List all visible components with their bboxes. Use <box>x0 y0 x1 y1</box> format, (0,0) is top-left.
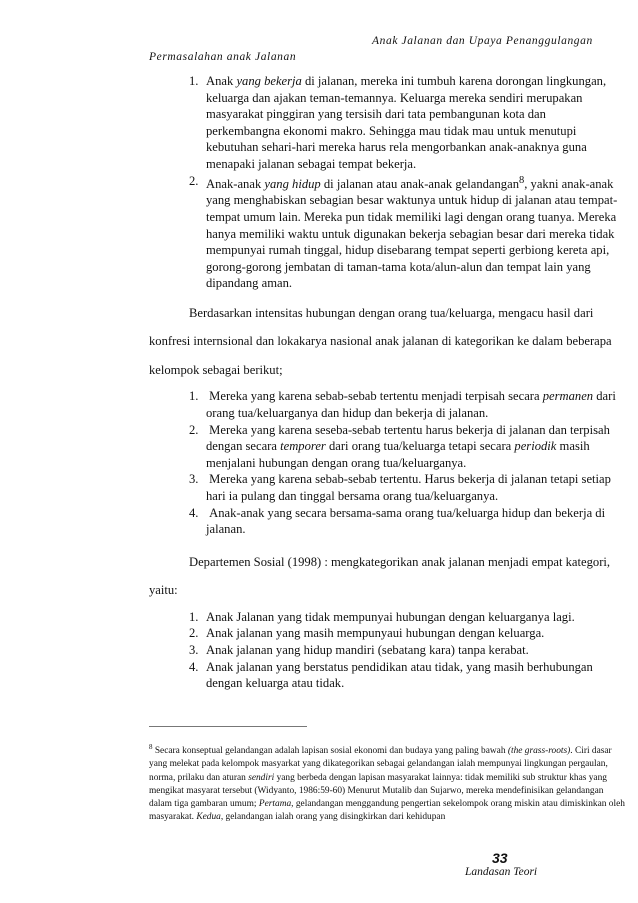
footnote-divider <box>149 726 307 727</box>
list-item: 1. Anak Jalanan yang tidak mempunyai hubungan dengan keluarganya lagi. <box>189 609 575 624</box>
list-item: 4. Anak-anak yang secara bersama-sama orang tua/keluarga hidup dan bekerja di jalanan. <box>189 505 606 537</box>
footnote-ref[interactable]: 8 <box>519 174 525 186</box>
running-header-chapter: Permasalahan anak Jalanan <box>149 51 297 63</box>
list-item: 2. Anak-anak yang hidup di jalanan atau anak-anak gelandangan$^8$, yakni anak-anak yang menghabiskan sebagian besar waktunya untuk hidup di jalanan atau tempat-tempat umum lain. Mereka pun tidak memiliki lagi dengan orang tuanya. Mereka hanya memiliki waktu untuk digunakan bekerja sebagian besar dari mereka tidak mempunyai rumah tinggal, hidup disebarang tempat seperti gerbiong kereta api, gorong-gorong jembatan di taman-tama kota/alun-alun dan tempat lain yang dipandang aman. <box>189 173 618 291</box>
running-header-title: Anak Jalanan dan Upaya Penanggulangan <box>372 35 593 47</box>
list-item: 1. Anak yang bekerja di jalanan, mereka ini tumbuh karena dorongan lingkungan, keluarga dan ajakan teman-temannya. Keluarga mereka sendiri merupakan masyarakat pinggiran yang tersisih dari tata pembangunan kota dan perkembangna ekonomi makro. Sehingga mau tidak mau untuk menutupi kebutuhan sehari-hari mereka harus rela mengorbankan anak-anaknya guna menapaki jalanan sebagai tempat bekerja. <box>189 74 607 171</box>
list-intensity-groups <box>149 388 619 537</box>
body-text <box>149 73 619 692</box>
list-street-children-types <box>149 73 619 292</box>
list-number: 4. <box>189 505 199 520</box>
list-number: 2. <box>189 173 199 188</box>
list-number: 1. <box>189 74 199 88</box>
paragraph-depsos: Departemen Sosial (1998) : mengkategorikan anak jalanan menjadi empat kategori, yaitu: <box>149 554 611 598</box>
list-item: 2. Anak jalanan yang masih mempunyaui hubungan dengan keluarga. <box>189 626 545 641</box>
list-number: 2. <box>189 422 199 437</box>
footer-section-title: Landasan Teori <box>465 866 538 878</box>
list-number: 2. <box>189 626 199 641</box>
paragraph-intensity: Berdasarkan intensitas hubungan dengan orang tua/keluarga, mengacu hasil dari konfresi internsional dan lokakarya nasional anak jalanan di kategorikan ke dalam beberapa kelompok sebagai berikut; <box>149 305 612 377</box>
list-item: 3. Mereka yang karena sebab-sebab tertentu. Harus bekerja di jalanan tetapi setiap hari ia pulang dan tinggal bersama orang tua/keluarganya. <box>189 472 611 503</box>
list-number: 1. <box>189 389 199 404</box>
footnote: $^8$ Secara konseptual gelandangan adalah lapisan sosial ekonomi dan budaya yang paling bawah (the grass-roots). Ciri dasar yang melekat pada kelompok masyarkat yang dikategorikan sebagai gelandangan ialah mempunyai lingkungan pergaulan, norma, prilaku dan aturan sendiri yang berbeda dengan lapisan masyarakat lainnya: tidak memiliki sub struktur khas yang mengikat masyarat tersebut (Widyanto, 1986:59-60) Menurut Mutalib dan Sujarwo, mereka mendefinisikan gelandangan dalam tiga gambaran umum; Pertama, gelandangan menggandung pengertian sekelompok orang miskin atau dimiskinkan oleh masyarakat. Kedua, gelandangan ialah orang yang disingkirkan dari kehidupan <box>149 743 625 823</box>
page-number: 33 <box>492 850 508 866</box>
list-item: 4. Anak jalanan yang berstatus pendidikan atau tidak, yang masih berhubungan dengan keluarga atau tidak. <box>189 659 593 691</box>
list-number: 1. <box>189 609 199 624</box>
list-item: 1. Mereka yang karena sebab-sebab tertentu menjadi terpisah secara permanen dari orang tua/keluarganya dan hidup dan bekerja di jalanan. <box>189 389 616 420</box>
list-item: 2. Mereka yang karena seseba-sebab tertentu harus bekerja di jalanan dan terpisah dengan secara temporer dari orang tua/keluarga tetapi secara periodik masih menjalani hubungan dengan orang tua/keluarganya. <box>189 422 610 470</box>
list-depsos-categories <box>149 609 619 692</box>
list-number: 4. <box>189 659 199 674</box>
footnote-mark: 8 <box>149 743 153 751</box>
list-number: 3. <box>189 642 199 657</box>
list-number: 3. <box>189 472 199 487</box>
list-item: 3. Anak jalanan yang hidup mandiri (sebatang kara) tanpa kerabat. <box>189 642 529 657</box>
